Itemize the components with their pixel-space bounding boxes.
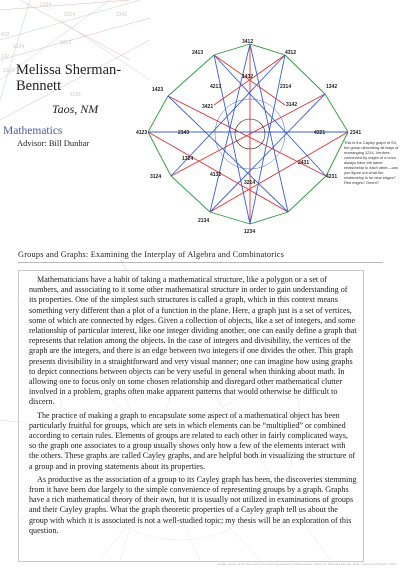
bg-label: 4231 xyxy=(70,92,82,98)
vertex-label: 3142 xyxy=(286,102,298,108)
vertex-label: 4213 xyxy=(210,84,222,90)
vertex-label: 1423 xyxy=(152,87,164,93)
vertex-label: 1234 xyxy=(244,229,256,235)
vertex-label: 4123 xyxy=(136,130,148,136)
bg-label: 412 xyxy=(1,32,10,38)
author-location: Taos, NM xyxy=(52,102,99,116)
abstract-paragraph: Mathematicians have a habit of taking a mathematical structure, like a polygon or a set of numbers, and associating to it some other mathematical structure in order to gain understanding of its properties. One of the simplest such structures is called a graph, which in this context means something very different than a plot of a function in the plane. Here, a graph just is a set of vertices, some of which are connected by edges. Given a collection of objects, like a set of integers, and some relationship of particular interest, like one integer dividing another, one can easily define a graph that represents that relation among the objects. In the case of integers and divisibility, the vertices of the graph are the integers, and there is an edge between two integers if one divides the other. This graph presents divisibility in a straightforward and very visual manner; one can imagine how using graphs to depict connections between objects can be very useful in general when thinking about math. In allowing one to focus only on some chosen relationship and disregard other mathematical clutter involved in a problem, graphs often make apparent patterns that would otherwise be difficult to discern. xyxy=(29,275,357,407)
image-credits: Image: Cayley of the Symmetric Group S4 (generated by Mathematica). Photo: M. Sherman-Bennett. Book: Groups and Graphs, 2014 xyxy=(217,562,396,566)
author-name: Melissa Sherman-Bennett xyxy=(16,62,122,94)
vertex-label: 1342 xyxy=(326,84,338,90)
abstract-text-box xyxy=(18,270,364,562)
vertex-label: 4321 xyxy=(314,130,326,136)
bg-label: 2341 xyxy=(116,12,128,18)
vertex-label: 3214 xyxy=(244,180,256,186)
abstract-paragraph: As productive as the association of a group to its Cayley graph has been, the discoveries stemming from it have been due largely to the simple convenience of representing groups by a graph. Graphs have a rich mathematical theory of their own, but it is usually not utilized in examinations of groups and their Cayley graphs. What the graph theoretic properties of a Cayley graph tell us about the group with which it is associated is not a well-studied topic; my thesis will be an exploration of this question. xyxy=(29,474,357,535)
vertex-label: 2431 xyxy=(298,160,310,166)
section-title-text: Groups and Graphs: Examining the Interplay of Algebra and Combinatorics xyxy=(18,250,285,259)
vertex-label: 3412 xyxy=(242,39,254,45)
advisor-line: Advisor: Bill Dunbar xyxy=(17,138,90,148)
bg-label: 132 xyxy=(1,54,10,60)
bg-label: 1324 xyxy=(3,68,15,74)
vertex-label: 2314 xyxy=(280,84,292,90)
graph-caption: This is the Cayley graph of S4, the group describing all ways of rearranging 1234. Vertices connected by edges of a color always have the same relationship to each other—can you figure out what the relationship is for blue edges? Red edges? Green? xyxy=(344,140,399,185)
department-heading: Mathematics xyxy=(3,125,63,137)
vertex-label: 3124 xyxy=(150,174,162,180)
bg-label: 2314 xyxy=(64,12,76,18)
abstract-paragraph: The practice of making a graph to encapsulate some aspect of a mathematical object has been particularly fruitful for groups, which are sets in which elements can be “multiplied” or combined according to certain rules. Elements of groups are related to each other in fairly complicated ways, so the graph one associates to a group usually shows only how a few of the elements interact with the others. These graphs are called Cayley graphs, and are helpful both in visualizing the structure of a group and in proving statements about its properties. xyxy=(29,410,356,471)
vertex-label: 1432 xyxy=(242,74,254,80)
vertex-label: 4132 xyxy=(210,172,222,178)
bg-label: 2134 xyxy=(40,2,52,8)
vertex-label: 2134 xyxy=(198,218,210,224)
section-divider xyxy=(18,262,383,263)
vertex-label: 4312 xyxy=(285,50,297,56)
vertex-label: 1324 xyxy=(182,156,194,162)
vertex-label: 2341 xyxy=(350,130,362,136)
vertex-label: 3421 xyxy=(202,104,214,110)
bg-label: 3124 xyxy=(13,44,25,50)
section-title xyxy=(18,250,388,259)
vertex-label: 4231 xyxy=(326,174,338,180)
vertex-label: 2143 xyxy=(178,130,190,136)
vertex-label: 2413 xyxy=(192,50,204,56)
bg-label: 4312 xyxy=(60,40,72,46)
